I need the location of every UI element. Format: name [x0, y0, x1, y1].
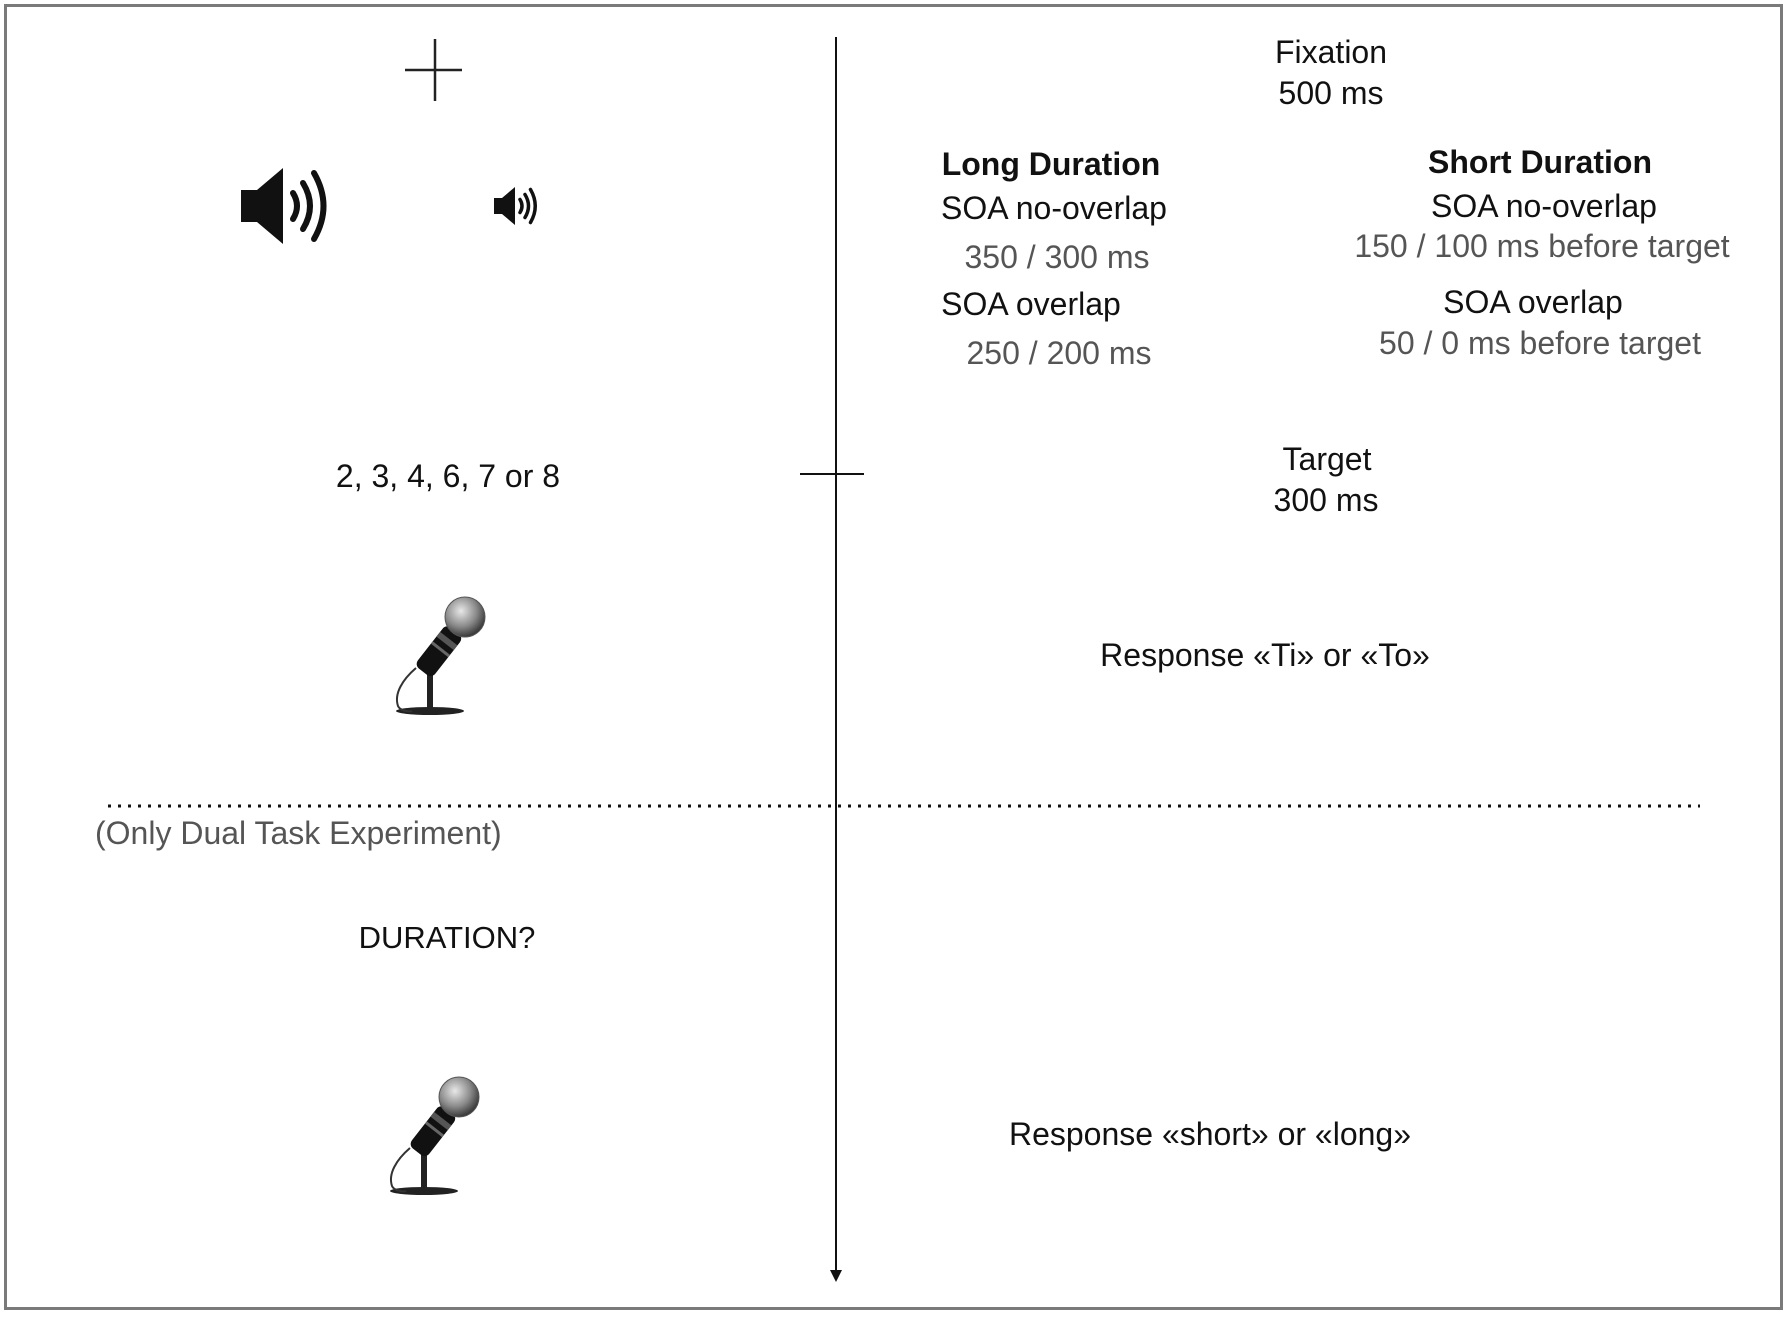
short-overlap-values: 50 / 0 ms before target [1379, 325, 1701, 361]
fixation-cross-icon [405, 39, 465, 103]
fixation-label: Fixation [1274, 34, 1388, 70]
fixation-duration: 500 ms [1278, 75, 1384, 111]
short-no-overlap-values: 150 / 100 ms before target [1354, 228, 1730, 264]
target-duration: 300 ms [1273, 482, 1379, 518]
long-duration-heading: Long Duration [941, 146, 1161, 182]
short-overlap-label: SOA overlap [1443, 284, 1623, 320]
target-label: Target [1282, 441, 1372, 477]
microphone-icon [374, 1070, 494, 1200]
loud-speaker-icon [237, 166, 337, 246]
dual-task-note: (Only Dual Task Experiment) [95, 815, 502, 851]
long-overlap-label: SOA overlap [941, 286, 1121, 322]
long-no-overlap-values: 350 / 300 ms [964, 239, 1150, 275]
long-overlap-values: 250 / 200 ms [966, 335, 1152, 371]
response-short-long: Response «short» or «long» [1008, 1116, 1412, 1152]
duration-question: DURATION? [358, 920, 536, 955]
short-no-overlap-label: SOA no-overlap [1431, 188, 1657, 224]
microphone-icon [380, 590, 500, 720]
short-duration-heading: Short Duration [1428, 144, 1652, 180]
long-no-overlap-label: SOA no-overlap [941, 190, 1167, 226]
soft-speaker-icon [492, 186, 542, 226]
response-ti-to: Response «Ti» or «To» [1100, 637, 1430, 673]
target-digits: 2, 3, 4, 6, 7 or 8 [335, 458, 561, 494]
